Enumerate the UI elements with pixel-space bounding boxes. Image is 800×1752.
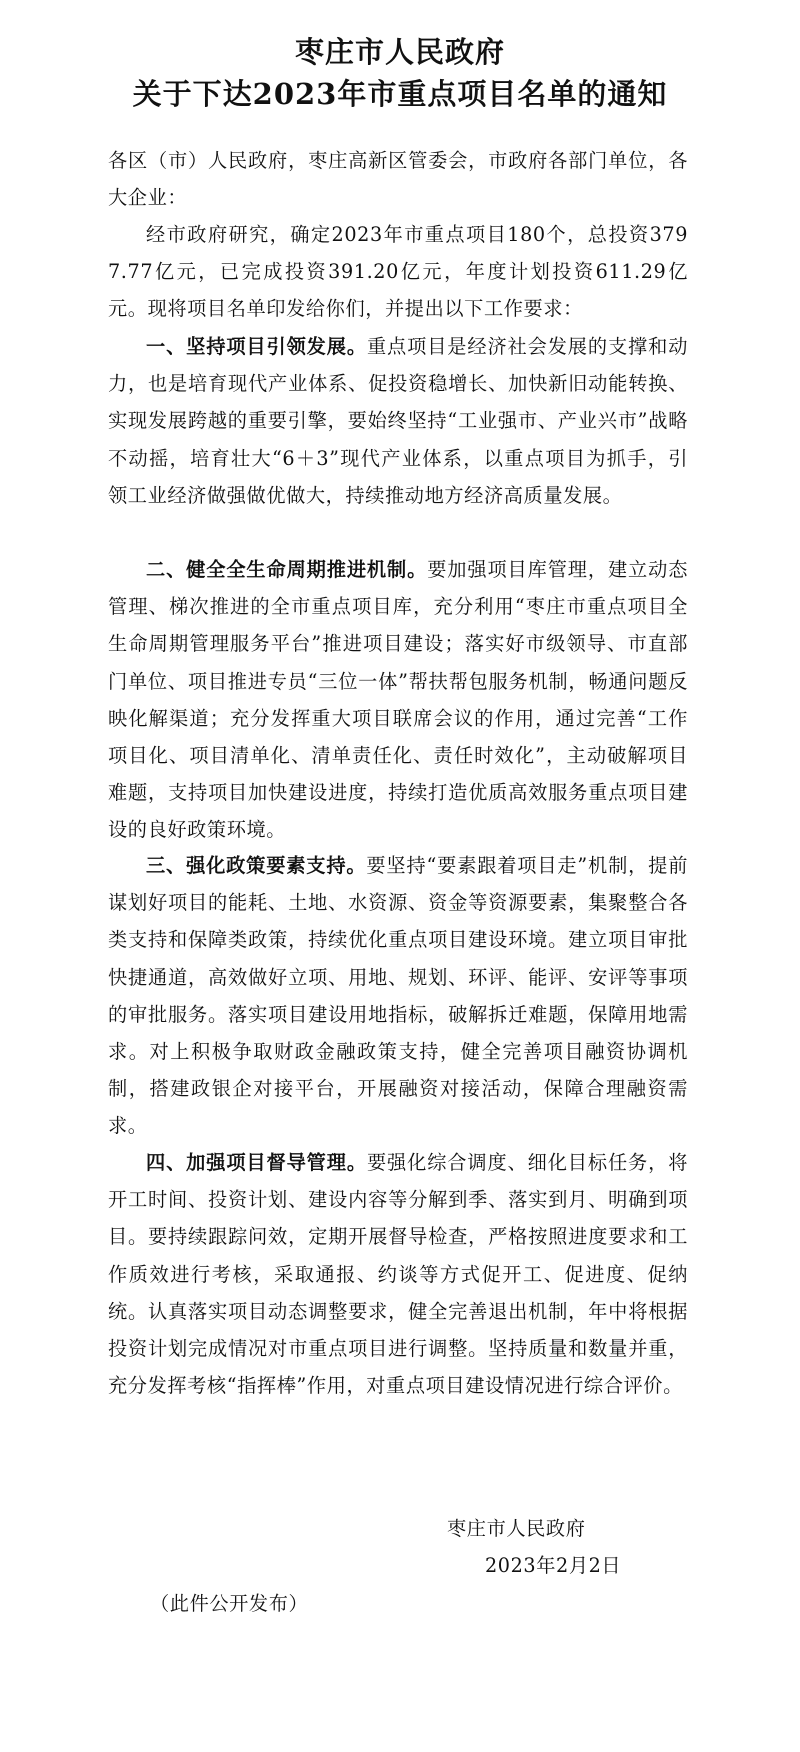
section-4-paragraph <box>108 1144 688 1404</box>
section-2-paragraph <box>108 551 688 849</box>
section-3-heading: 三、强化政策要素支持。 <box>146 854 367 877</box>
section-1-paragraph <box>108 328 688 514</box>
intro-paragraph: 经市政府研究，确定2023年市重点项目180个，总投资3797.77亿元，已完成投资391.20亿元，年度计划投资611.29亿元。现将项目名单印发给你们，并提出以下工作要求： <box>108 223 688 321</box>
section-1-heading: 一、坚持项目引领发展。 <box>146 335 367 358</box>
signature-date: 2023年2月2日 <box>485 1554 622 1577</box>
document-title-issuer: 枣庄市人民政府 <box>294 35 505 69</box>
section-4-text: 要强化综合调度、细化目标任务，将开工时间、投资计划、建设内容等分解到季、落实到月、明确到项目。要持续跟踪问效，定期开展督导检查，严格按照进度要求和工作质效进行考核，采取通报、约谈等方式促开工、促进度、促纳统。认真落实项目动态调整要求，健全完善退出机制，年中将根据投资计划完成情况对市重点项目进行调整。坚持质量和数量并重，充分发挥考核“指挥棒”作用，对重点项目建设情况进行综合评价。 <box>108 1151 688 1398</box>
section-2-text: 要加强项目库管理，建立动态管理、梯次推进的全市重点项目库，充分利用“枣庄市重点项目全生命周期管理服务平台”推进项目建设；落实好市级领导、市直部门单位、项目推进专员“三位一体”帮扶帮包服务机制，畅通问题反映化解渠道；充分发挥重大项目联席会议的作用，通过完善“工作项目化、项目清单化、清单责任化、责任时效化”，主动破解项目难题，支持项目加快建设进度，持续打造优质高效服务重点项目建设的良好政策环境。 <box>108 558 688 842</box>
section-3-text: 要坚持“要素跟着项目走”机制，提前谋划好项目的能耗、土地、水资源、资金等资源要素，集聚整合各类支持和保障类政策，持续优化重点项目建设环境。建立项目审批快捷通道，高效做好立项、用地、规划、环评、能评、安评等事项的审批服务。落实项目建设用地指标，破解拆迁难题，保障用地需求。对上积极争取财政金融政策支持，健全完善项目融资协调机制，搭建政银企对接平台，开展融资对接活动，保障合理融资需求。 <box>108 854 688 1138</box>
section-1-text: 重点项目是经济社会发展的支撑和动力，也是培育现代产业体系、促投资稳增长、加快新旧动能转换、实现发展跨越的重要引擎，要始终坚持“工业强市、产业兴市”战略不动摇，培育壮大“6＋3”现代产业体系，以重点项目为抓手，引领工业经济做强做优做大，持续推动地方经济高质量发展。 <box>108 335 688 507</box>
publication-note: （此件公开发布） <box>150 1592 309 1615</box>
salutation: 各区（市）人民政府，枣庄高新区管委会，市政府各部门单位，各大企业： <box>108 149 688 210</box>
section-4-heading: 四、加强项目督导管理。 <box>146 1151 367 1174</box>
document-title-subject: 关于下达2023年市重点项目名单的通知 <box>132 77 668 111</box>
section-3-paragraph <box>108 847 688 1145</box>
signature-issuer: 枣庄市人民政府 <box>447 1517 586 1540</box>
section-2-heading: 二、健全全生命周期推进机制。 <box>146 558 428 581</box>
